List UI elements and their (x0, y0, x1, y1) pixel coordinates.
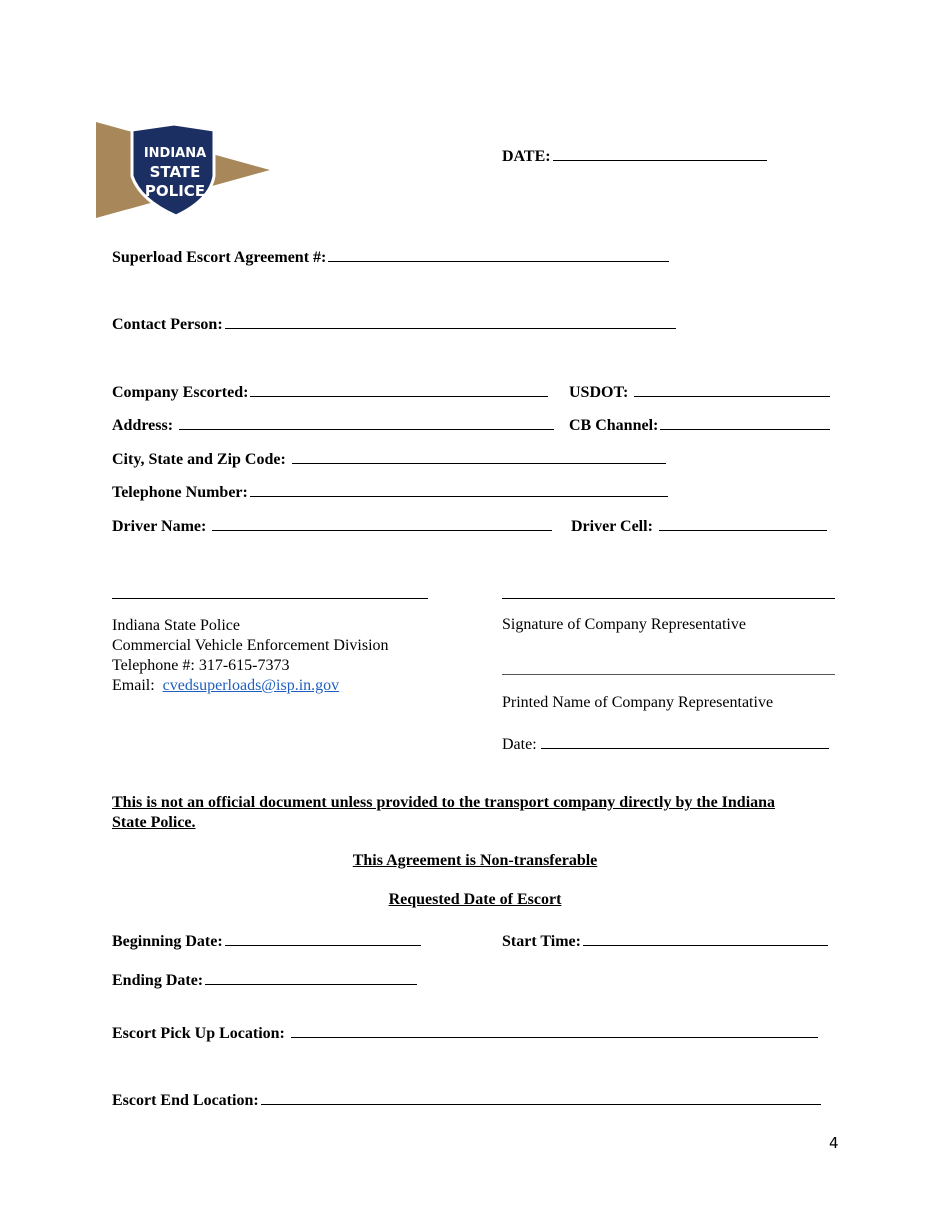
company-escorted-blank[interactable] (250, 382, 548, 397)
end-location-label: Escort End Location: (112, 1092, 259, 1109)
agreement-number-label: Superload Escort Agreement #: (112, 249, 327, 266)
rep-date-label: Date: (502, 736, 537, 753)
date-label: DATE: (502, 148, 551, 165)
start-time-field[interactable] (502, 931, 828, 951)
company-escorted-label: Company Escorted: (112, 384, 249, 401)
driver-name-field[interactable] (112, 516, 552, 536)
end-location-field[interactable] (112, 1090, 821, 1110)
ending-date-label: Ending Date: (112, 972, 204, 989)
beginning-date-field[interactable] (112, 931, 421, 951)
isp-email-label: Email: (112, 677, 155, 694)
driver-name-label: Driver Name: (112, 518, 207, 535)
agreement-number-blank[interactable] (328, 247, 669, 262)
telephone-field[interactable] (112, 482, 668, 502)
isp-signature-line[interactable] (112, 598, 428, 599)
telephone-label: Telephone Number: (112, 484, 248, 501)
beginning-date-blank[interactable] (225, 931, 421, 946)
printed-name-line[interactable] (502, 674, 835, 675)
usdot-blank[interactable] (634, 382, 830, 397)
company-escorted-field[interactable] (112, 382, 548, 402)
cb-channel-blank[interactable] (660, 415, 830, 430)
isp-telephone: Telephone #: 317-615-7373 (112, 657, 290, 674)
non-transferable-notice: This Agreement is Non-transferable (352, 852, 598, 869)
address-label: Address: (112, 417, 174, 434)
rep-date-blank[interactable] (541, 734, 829, 749)
driver-cell-label: Driver Cell: (571, 518, 653, 535)
beginning-date-label: Beginning Date: (112, 933, 223, 950)
telephone-blank[interactable] (250, 482, 668, 497)
official-notice-line1: This is not an official document unless provided to the transport company directly by the Indiana (112, 794, 776, 811)
isp-email-line (112, 676, 389, 696)
city-state-zip-blank[interactable] (292, 449, 666, 464)
city-state-zip-field[interactable] (112, 449, 666, 469)
usdot-label: USDOT: (569, 384, 629, 401)
logo-text-police: POLICE (144, 182, 206, 200)
driver-name-blank[interactable] (212, 516, 552, 531)
contact-person-label: Contact Person: (112, 316, 223, 333)
pickup-location-field[interactable] (112, 1023, 818, 1043)
address-blank[interactable] (179, 415, 554, 430)
agreement-number-field[interactable] (112, 247, 669, 267)
date-blank[interactable] (553, 146, 767, 161)
printed-name-label: Printed Name of Company Representative (502, 694, 774, 711)
pickup-location-blank[interactable] (291, 1023, 818, 1038)
address-field[interactable] (112, 415, 554, 435)
signature-label: Signature of Company Representative (502, 616, 746, 633)
isp-email-link[interactable]: cvedsuperloads@isp.in.gov (162, 677, 340, 694)
logo-text-indiana: INDIANA (143, 146, 207, 161)
usdot-field[interactable] (569, 382, 830, 402)
driver-cell-blank[interactable] (659, 516, 827, 531)
cb-channel-field[interactable] (569, 415, 830, 435)
start-time-blank[interactable] (583, 931, 828, 946)
rep-date-field[interactable] (502, 734, 829, 754)
isp-division: Commercial Vehicle Enforcement Division (112, 637, 389, 654)
ending-date-blank[interactable] (205, 970, 417, 985)
page-number: 4 (829, 1134, 839, 1152)
pickup-location-label: Escort Pick Up Location: (112, 1025, 285, 1042)
start-time-label: Start Time: (502, 933, 581, 950)
driver-cell-field[interactable] (571, 516, 827, 536)
official-notice-line2: State Police. (112, 814, 196, 831)
city-state-zip-label: City, State and Zip Code: (112, 451, 286, 468)
isp-contact-block (112, 616, 389, 696)
isp-logo (92, 118, 272, 222)
isp-name: Indiana State Police (112, 617, 240, 634)
date-field[interactable] (502, 146, 767, 166)
ending-date-field[interactable] (112, 970, 417, 990)
end-location-blank[interactable] (261, 1090, 821, 1105)
logo-text-state: STATE (149, 163, 201, 181)
cb-channel-label: CB Channel: (569, 417, 659, 434)
contact-person-field[interactable] (112, 314, 676, 334)
requested-date-heading: Requested Date of Escort (388, 891, 562, 908)
contact-person-blank[interactable] (225, 314, 676, 329)
company-signature-line[interactable] (502, 598, 835, 599)
